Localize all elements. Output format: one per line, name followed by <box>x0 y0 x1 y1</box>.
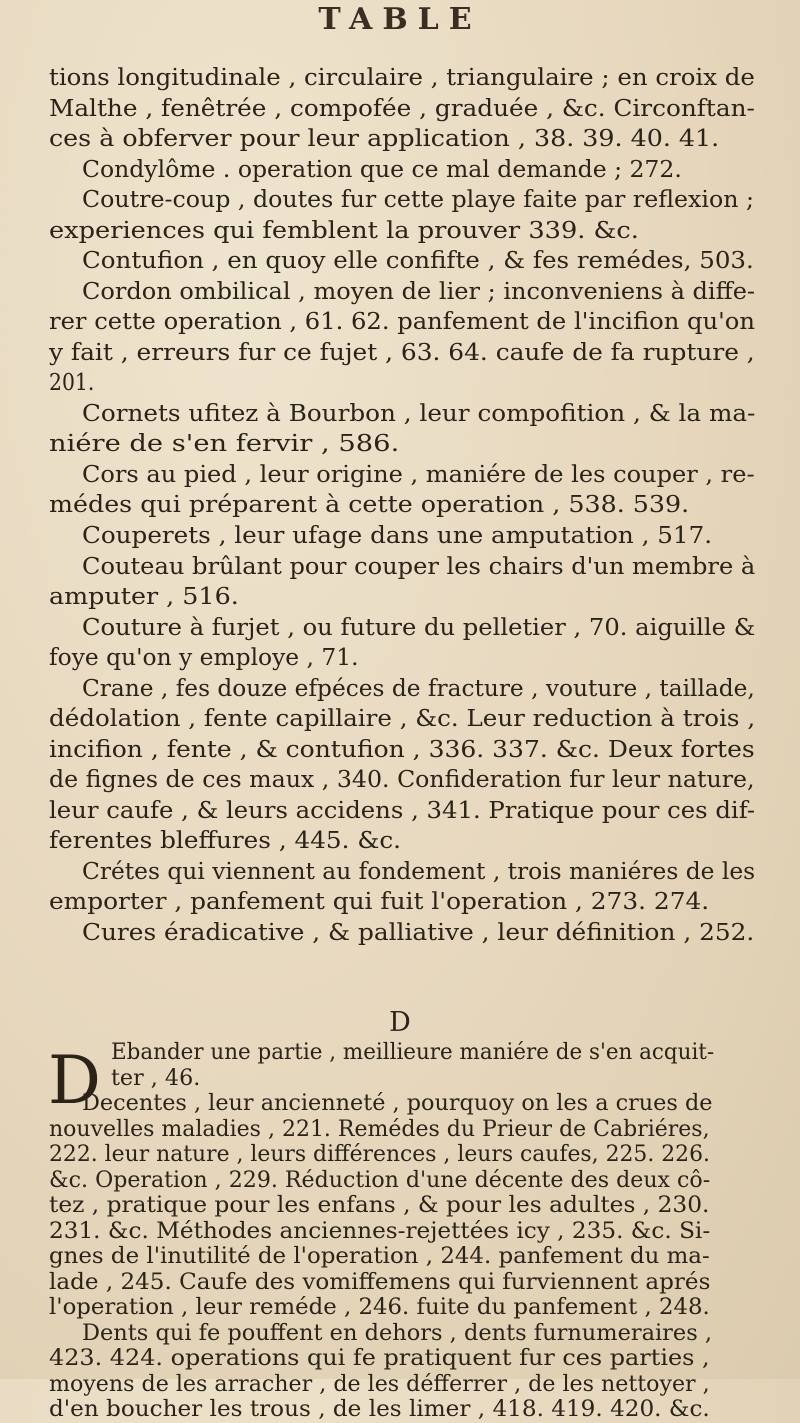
index-line: de fignes de ces maux , 340. Confideration fur leur nature, <box>49 765 755 794</box>
index-line: dédolation , fente capillaire , &c. Leur reduction à trois , <box>49 704 756 733</box>
index-line: Coutre-coup , doutes fur cette playe faite par reflexion ; <box>82 185 754 214</box>
index-line: gnes de l'inutilité de l'operation , 244. panfement du ma- <box>49 1244 710 1269</box>
index-line: Crane , fes douze efpéces de fracture , vouture , taillade, <box>82 673 755 702</box>
index-line: Couteau brûlant pour couper les chairs d'un membre à <box>82 551 756 580</box>
section-letter-heading: D <box>389 1007 411 1038</box>
index-line: Dents qui fe pouffent en dehors , dents furnumeraires , <box>82 1320 713 1346</box>
index-line: Cures éradicative , & palliative , leur définition , 252. <box>82 917 755 946</box>
index-line: Couperets , leur ufage dans une amputation , 517. <box>82 521 713 550</box>
index-line: moyens de les arracher , de les défferrer , de les nettoyer , <box>49 1371 710 1397</box>
index-line: Decentes , leur ancienneté , pourquoy on les a crues de <box>82 1091 713 1116</box>
index-line: Couture à furjet , ou future du pelletier , 70. aiguille & <box>82 612 756 641</box>
index-line: tez , pratique pour les enfans , & pour les adultes , 230. <box>49 1193 710 1218</box>
index-line: rer cette operation , 61. 62. panfement de l'incifion qu'on <box>49 307 755 336</box>
index-line: Cordon ombilical , moyen de lier ; inconveniens à diffe- <box>82 276 756 305</box>
index-line: Cornets ufitez à Bourbon , leur compofition , & la ma- <box>82 398 756 427</box>
index-line: lade , 245. Caufe des vomiffemens qui furviennent aprés <box>49 1269 711 1295</box>
index-line: Contufion , en quoy elle confifte , & fes remédes, 503. <box>82 246 754 275</box>
index-line: ferentes bleffures , 445. &c. <box>49 826 402 855</box>
index-line: Malthe , fenêtrée , compofée , graduée , &c. Circonftan- <box>49 93 755 122</box>
index-line: Ebander une partie , meillieure maniére de s'en acquit- <box>111 1040 715 1065</box>
index-line: experiences qui femblent la prouver 339. &c. <box>49 215 639 244</box>
running-head: TABLE <box>318 2 482 37</box>
index-line: nouvelles maladies , 221. Remédes du Prieur de Cabriéres, <box>49 1116 710 1142</box>
index-line: médes qui préparent à cette operation , 538. 539. <box>49 490 690 519</box>
index-line: 423. 424. operations qui fe pratiquent fur ces parties , <box>49 1346 710 1371</box>
index-line: 222. leur nature , leurs différences , leurs caufes, 225. 226. <box>49 1142 710 1167</box>
index-line: y fait , erreurs fur ce fujet , 63. 64. caufe de fa rupture , <box>49 337 755 366</box>
index-line: emporter , panfement qui fuit l'operation , 273. 274. <box>49 887 710 916</box>
index-line: Condylôme . operation que ce mal demande ; 272. <box>82 154 682 183</box>
index-line: d'en boucher les trous , de les limer , 418. 419. 420. &c. <box>49 1397 710 1422</box>
index-line: 231. &c. Méthodes anciennes-rejettées icy , 235. &c. Si- <box>49 1218 711 1244</box>
index-line: leur caufe , & leurs accidens , 341. Pratique pour ces dif- <box>49 795 756 824</box>
index-line: 201. <box>49 368 95 397</box>
index-line: niére de s'en fervir , 586. <box>49 429 400 458</box>
index-line: &c. Operation , 229. Réduction d'une décente des deux cô- <box>49 1167 711 1193</box>
index-line: l'operation , leur reméde , 246. fuite du panfement , 248. <box>49 1295 710 1320</box>
index-line: ces à obferver pour leur application , 38. 39. 40. 41. <box>49 124 720 153</box>
index-line: incifion , fente , & contufion , 336. 337. &c. Deux fortes <box>49 734 755 763</box>
index-line: foye qu'on y employe , 71. <box>49 643 359 672</box>
drop-cap: D <box>48 1042 101 1119</box>
index-line: amputer , 516. <box>49 582 239 611</box>
index-line: Crétes qui viennent au fondement , trois maniéres de les <box>82 856 756 885</box>
index-line: Cors au pied , leur origine , maniére de les couper , re- <box>82 459 755 488</box>
index-line: tions longitudinale , circulaire , triangulaire ; en croix de <box>49 63 755 91</box>
index-line: ter , 46. <box>111 1065 201 1091</box>
